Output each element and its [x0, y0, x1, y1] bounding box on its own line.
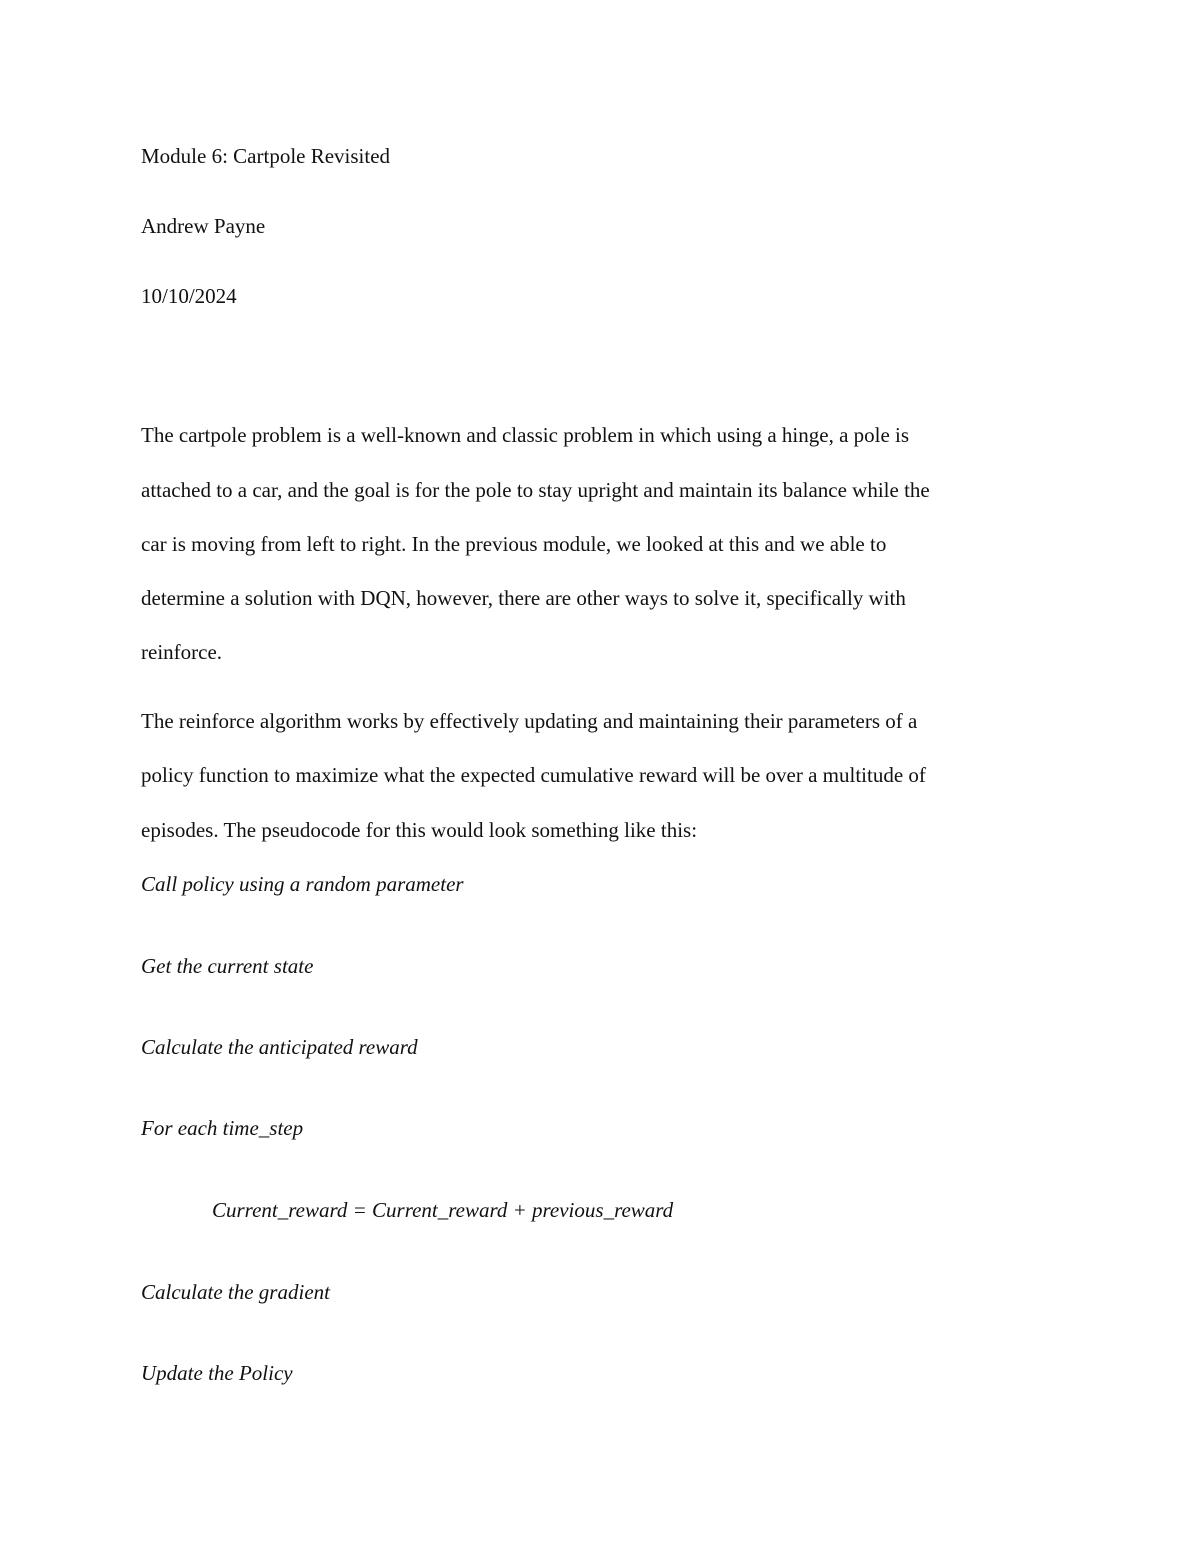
pseudocode-line: Get the current state: [141, 954, 314, 978]
paragraph-1-line: attached to a car, and the goal is for the pole to stay upright and maintain its balance while the: [141, 478, 930, 502]
paragraph-1-line: reinforce.: [141, 640, 223, 664]
document-title: Module 6: Cartpole Revisited: [141, 144, 391, 168]
paragraph-1-line: car is moving from left to right. In the previous module, we looked at this and we able to: [141, 532, 887, 556]
paragraph-1-line: The cartpole problem is a well-known and classic problem in which using a hinge, a pole is: [141, 423, 910, 447]
paragraph-2-line: policy function to maximize what the expected cumulative reward will be over a multitude of: [141, 763, 926, 787]
pseudocode-line: Calculate the anticipated reward: [141, 1035, 418, 1059]
pseudocode-line: Calculate the gradient: [141, 1280, 330, 1304]
paragraph-1-line: determine a solution with DQN, however, there are other ways to solve it, specifically with: [141, 586, 906, 610]
document-date: 10/10/2024: [141, 284, 237, 308]
pseudocode-line-indented: Current_reward = Current_reward + previous_reward: [212, 1198, 674, 1222]
pseudocode-line: For each time_step: [141, 1116, 304, 1140]
author-name: Andrew Payne: [141, 214, 266, 238]
pseudocode-line: Call policy using a random parameter: [141, 872, 464, 896]
pseudocode-line: Update the Policy: [141, 1361, 293, 1385]
paragraph-2-line: episodes. The pseudocode for this would look something like this:: [141, 818, 698, 842]
paragraph-2-line: The reinforce algorithm works by effectively updating and maintaining their parameters of a: [141, 709, 918, 733]
